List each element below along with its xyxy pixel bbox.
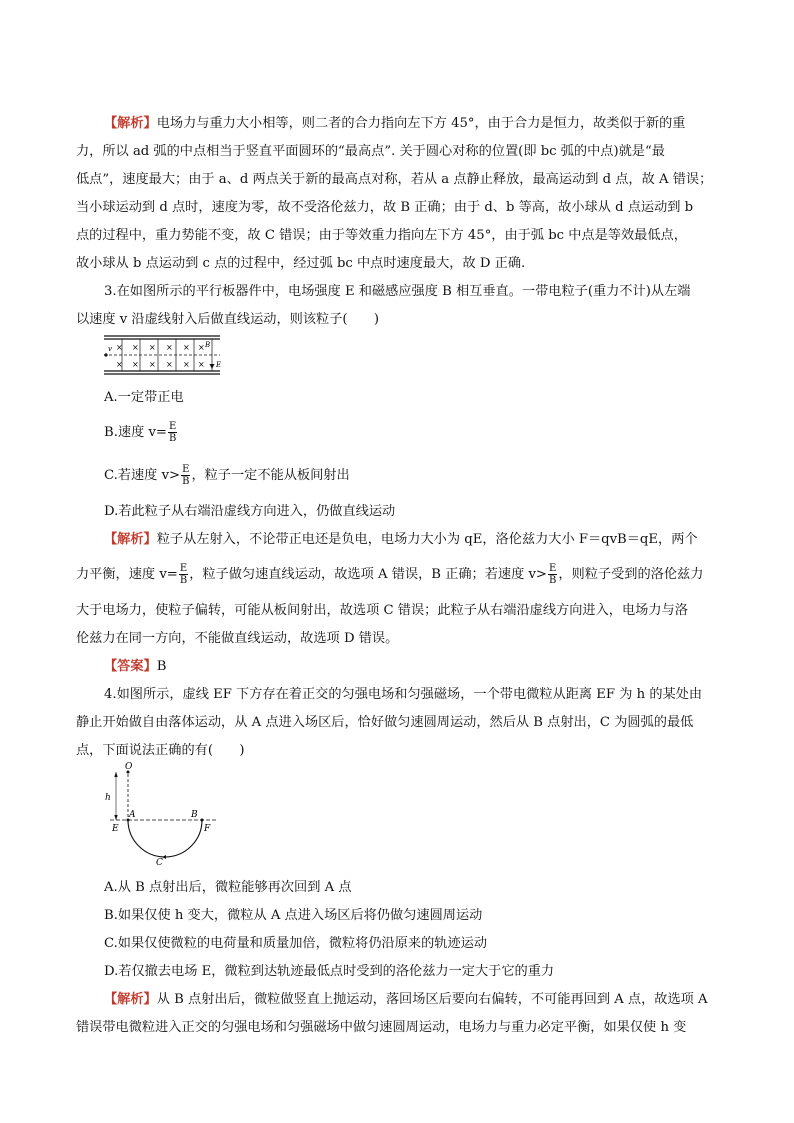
q3-option-b-fraction: $\frac{E}{B}$ <box>168 421 177 444</box>
prev-analysis-line-2: 力，所以 ad 弧的中点相当于竖直平面圆环的“最高点”. 关于圆心对称的位置(即 bc 弧的中点)就是“最 <box>76 144 665 159</box>
svg-text:×: × <box>132 343 139 352</box>
svg-text:×: × <box>166 360 173 369</box>
q3-parallel-plate-figure <box>102 334 230 376</box>
q3-option-a: A.一定带正电 <box>104 390 184 405</box>
q3-fig-label-E: E <box>216 361 222 369</box>
q4-fig-label-C: C <box>156 858 163 866</box>
svg-text:×: × <box>198 343 205 352</box>
svg-text:×: × <box>183 360 190 369</box>
q4-option-c: C.如果仅使微粒的电荷量和质量加倍，微粒将仍沿原来的轨迹运动 <box>104 936 488 951</box>
q3-option-c: C.若速度 v> $\frac{E}{B}$ ，粒子一定不能从板间射出 <box>104 464 350 487</box>
q3-fig-label-B: B <box>205 341 211 349</box>
q4-fig-label-E: E <box>112 824 119 834</box>
q4-fig-label-h: h <box>105 793 111 803</box>
q4-analysis-line-1: 【解析】从 B 点射出后，微粒做竖直上抛运动，落回场区后要向右偏转，不可能再回到 A 点，故选项 A <box>104 992 708 1007</box>
svg-text:×: × <box>149 360 156 369</box>
q4-option-d: D.若仅撤去电场 E，微粒到达轨迹最低点时受到的洛伦兹力一定大于它的重力 <box>104 964 555 979</box>
q3-option-c-fraction: $\frac{E}{B}$ <box>182 464 190 487</box>
q4-analysis-line-2: 错误带电微粒进入正交的匀强电场和匀强磁场中做匀速圆周运动，电场力与重力必定平衡，如果仅使 h 变 <box>76 1020 687 1035</box>
svg-text:×: × <box>149 343 156 352</box>
q3-answer <box>104 653 750 681</box>
q4-fig-label-F: F <box>204 824 211 834</box>
prev-analysis-line-3: 低点”，速度最大；由于 a、d 两点关于新的最高点对称，若从 a 点静止释放，最高运动到 d 点，故 A 错误； <box>76 172 713 187</box>
prev-analysis-line-5: 点的过程中，重力势能不变，故 C 错误；由于等效重力指向左下方 45°，由于弧 bc 中点是等效最低点， <box>76 228 687 243</box>
q4-option-a: A.从 B 点射出后，微粒能够再次回到 A 点 <box>104 880 352 895</box>
q4-fig-label-A: A <box>129 810 136 820</box>
prev-analysis-line-6: 故小球从 b 点运动到 c 点的过程中，经过弧 bc 中点时速度最大，故 D 正确. <box>76 256 526 271</box>
q3-analysis-line-2: 力平衡，速度 v= $\frac{E}{B}$ ，粒子做匀速直线运动，故选项 A 错误，B 正确；若速度 v> $\frac{E}{B}$ ，则粒子受到的洛伦兹力 <box>76 563 704 586</box>
q4-circular-motion-figure <box>100 762 220 866</box>
prev-analysis-line-1: 【解析】电场力与重力大小相等，则二者的合力指向左下方 45°，由于合力是恒力，故类似于新的重 <box>104 116 686 131</box>
svg-text:×: × <box>132 360 139 369</box>
svg-text:×: × <box>116 360 123 369</box>
svg-text:×: × <box>116 343 123 352</box>
q4-stem-line-2: 静止开始做自由落体运动，从 A 点进入场区后，恰好做匀速圆周运动，然后从 B 点射出，C 为圆弧的最低 <box>76 715 694 730</box>
prev-analysis-line-4: 当小球运动到 d 点时，速度为零，故不受洛伦兹力，故 B 正确；由于 d、b 等高，故小球从 d 点运动到 b <box>76 200 694 215</box>
q3-fig-label-v: v <box>108 345 112 353</box>
q3-analysis-line-3: 大于电场力，使粒子偏转，可能从板间射出，故选项 C 错误；此粒子从右端沿虚线方向进入，电场力与洛 <box>76 603 688 618</box>
svg-text:×: × <box>166 343 173 352</box>
q3-option-d: D.若此粒子从右端沿虚线方向进入，仍做直线运动 <box>104 504 396 519</box>
q3-option-b: B.速度 v= $\frac{E}{B}$ <box>104 421 177 444</box>
svg-text:×: × <box>183 343 190 352</box>
q3-analysis-line-1: 【解析】粒子从左射入，不论带正电还是负电，电场力大小为 qE，洛伦兹力大小 F＝qvB＝qE，两个 <box>104 532 698 547</box>
analysis-label: 【解析】 <box>104 116 157 131</box>
svg-text:×: × <box>198 360 205 369</box>
q4-stem-line-1: 4.如图所示，虚线 EF 下方存在着正交的匀强电场和匀强磁场，一个带电微粒从距离 EF 为 h 的某处由 <box>104 687 703 702</box>
q3-answer-value: B <box>156 659 167 674</box>
q3-stem-line-1: 3.在如图所示的平行板器件中，电场强度 E 和磁感应强度 B 相互垂直。一带电粒子(重力不计)从左端 <box>104 284 691 299</box>
q4-fig-label-B: B <box>191 810 198 820</box>
q4-fig-label-O: O <box>125 762 133 772</box>
answer-label: 【答案】 <box>104 659 157 674</box>
q4-option-b: B.如果仅使 h 变大，微粒从 A 点进入场区后将仍做匀速圆周运动 <box>104 908 483 923</box>
q4-stem-line-3: 点，下面说法正确的有( ) <box>76 743 245 758</box>
q3-analysis-line-4: 伦兹力在同一方向，不能做直线运动，故选项 D 错误。 <box>76 631 399 646</box>
q3-stem-line-2: 以速度 v 沿虚线射入后做直线运动，则该粒子( ) <box>76 312 380 327</box>
